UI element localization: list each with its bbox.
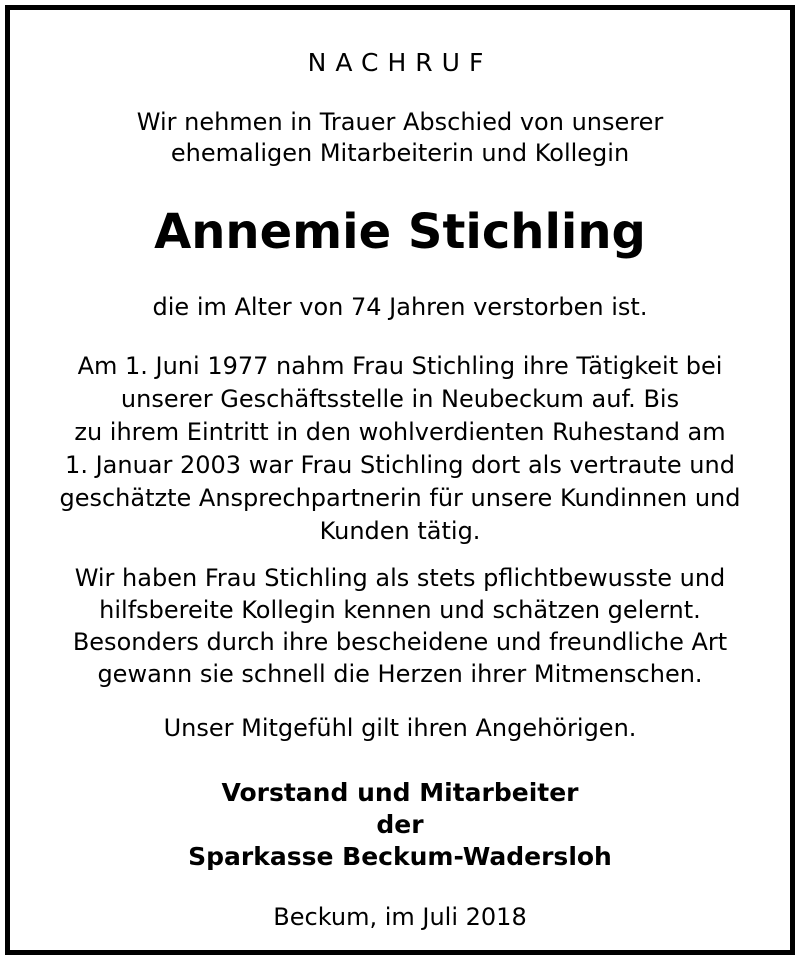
obituary-notice xyxy=(5,5,795,955)
career-paragraph xyxy=(10,350,790,548)
paragraph-line: Am 1. Juni 1977 nahm Frau Stichling ihre Tätigkeit bei xyxy=(77,352,723,380)
paragraph-line: geschätzte Ansprechpartnerin für unsere Kundinnen und xyxy=(59,484,741,512)
signature-line: Vorstand und Mitarbeiter xyxy=(221,778,579,807)
notice-heading: NACHRUF xyxy=(307,48,493,77)
signature-block xyxy=(10,777,790,873)
paragraph-line: zu ihrem Eintritt in den wohlverdienten Ruhestand am xyxy=(74,418,726,446)
paragraph-line: hilfsbereite Kollegin kennen und schätzen gelernt. xyxy=(99,596,701,624)
tribute-paragraph xyxy=(10,562,790,690)
condolence-line: Unser Mitgefühl gilt ihren Angehörigen. xyxy=(163,714,637,742)
paragraph-line: gewann sie schnell die Herzen ihrer Mitmenschen. xyxy=(97,660,703,688)
paragraph-line: 1. Januar 2003 war Frau Stichling dort als vertraute und xyxy=(65,451,735,479)
paragraph-line: Wir haben Frau Stichling als stets pflichtbewusste und xyxy=(74,564,726,592)
paragraph-line: unserer Geschäftsstelle in Neubeckum auf. Bis xyxy=(120,385,680,413)
signature-line: Sparkasse Beckum-Wadersloh xyxy=(188,842,612,871)
intro-text xyxy=(10,107,790,169)
place-date: Beckum, im Juli 2018 xyxy=(273,903,527,931)
paragraph-line: Kunden tätig. xyxy=(319,517,481,545)
paragraph-line: Besonders durch ihre bescheidene und freundliche Art xyxy=(72,628,728,656)
intro-line: ehemaligen Mitarbeiterin und Kollegin xyxy=(170,139,630,167)
intro-line: Wir nehmen in Trauer Abschied von unserer xyxy=(136,108,664,136)
deceased-name: Annemie Stichling xyxy=(154,204,646,260)
signature-line: der xyxy=(376,810,424,839)
age-line: die im Alter von 74 Jahren verstorben ist. xyxy=(152,293,648,321)
